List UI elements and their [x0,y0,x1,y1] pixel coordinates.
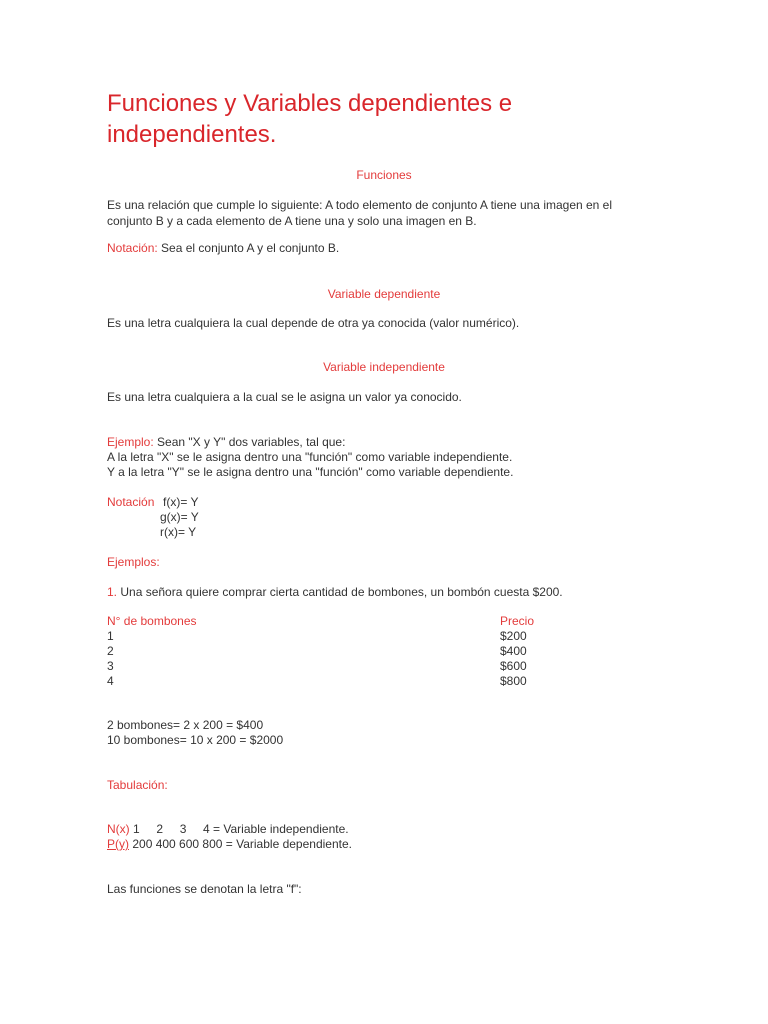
problem-statement [107,585,563,600]
table-cell-price: $800 [500,674,527,688]
tabulation-n-label: N(x) [107,822,130,836]
notation2-line-1: f(x)= Y [163,495,199,509]
table-cell-quantity: 3 [107,659,114,673]
closing-text: Las funciones se denotan la letra "f": [107,882,302,896]
table-header-price: Precio [500,614,535,628]
funciones-notation [107,241,339,256]
example-label: Ejemplo: [107,435,154,449]
dependiente-definition: Es una letra cualquiera la cual depende de otra ya conocida (valor numérico). [107,316,520,330]
table-cell-quantity: 4 [107,674,114,688]
example-text-1: Sean "X y Y" dos variables, tal que: [157,435,346,449]
section-heading-independiente: Variable independiente [323,360,445,374]
tabulation-heading: Tabulación: [107,778,168,792]
example-line-1 [107,435,345,450]
page-title: Funciones y Variables dependientes e independientes. [107,90,513,148]
tabulation-p-values: 200 400 600 800 = Variable dependiente. [132,837,352,851]
section-heading-dependiente: Variable dependiente [327,287,441,301]
tabulation-row-p [107,837,352,852]
notation-text: Sea el conjunto A y el conjunto B. [161,241,340,255]
examples-heading: Ejemplos: [107,555,160,569]
table-header-quantity: N° de bombones [107,614,197,628]
notation-label: Notación: [107,241,158,255]
tabulation-n-values: 1 2 3 4 = Variable independiente. [133,822,349,836]
table-cell-price: $200 [500,629,527,643]
table-cell-quantity: 1 [107,629,114,643]
notation2-line-2: g(x)= Y [160,510,199,524]
calculation-line-2: 10 bombones= 10 x 200 = $2000 [107,733,284,747]
notation2-label: Notación [107,495,155,509]
section-heading-funciones: Funciones [356,168,412,182]
tabulation-row-n [107,822,349,837]
table-cell-quantity: 2 [107,644,114,658]
notation2-line-3: r(x)= Y [160,525,197,539]
problem-text: Una señora quiere comprar cierta cantidad de bombones, un bombón cuesta $200. [120,585,563,599]
problem-number: 1. [107,585,118,599]
independiente-definition: Es una letra cualquiera a la cual se le asigna un valor ya conocido. [107,390,462,404]
table-cell-price: $400 [500,644,527,658]
example-line-3: Y a la letra "Y" se le asigna dentro una "función" como variable dependiente. [107,465,514,479]
tabulation-p-label: P(y) [107,837,129,851]
example-line-2: A la letra "X" se le asigna dentro una "función" como variable independiente. [107,450,513,464]
table-cell-price: $600 [500,659,527,673]
funciones-definition: Es una relación que cumple lo siguiente: A todo elemento de conjunto A tiene una imagen en el conjunto B y a cada elemento de A tiene una y solo una imagen en B. [107,198,613,228]
calculation-line-1: 2 bombones= 2 x 200 = $400 [107,718,264,732]
